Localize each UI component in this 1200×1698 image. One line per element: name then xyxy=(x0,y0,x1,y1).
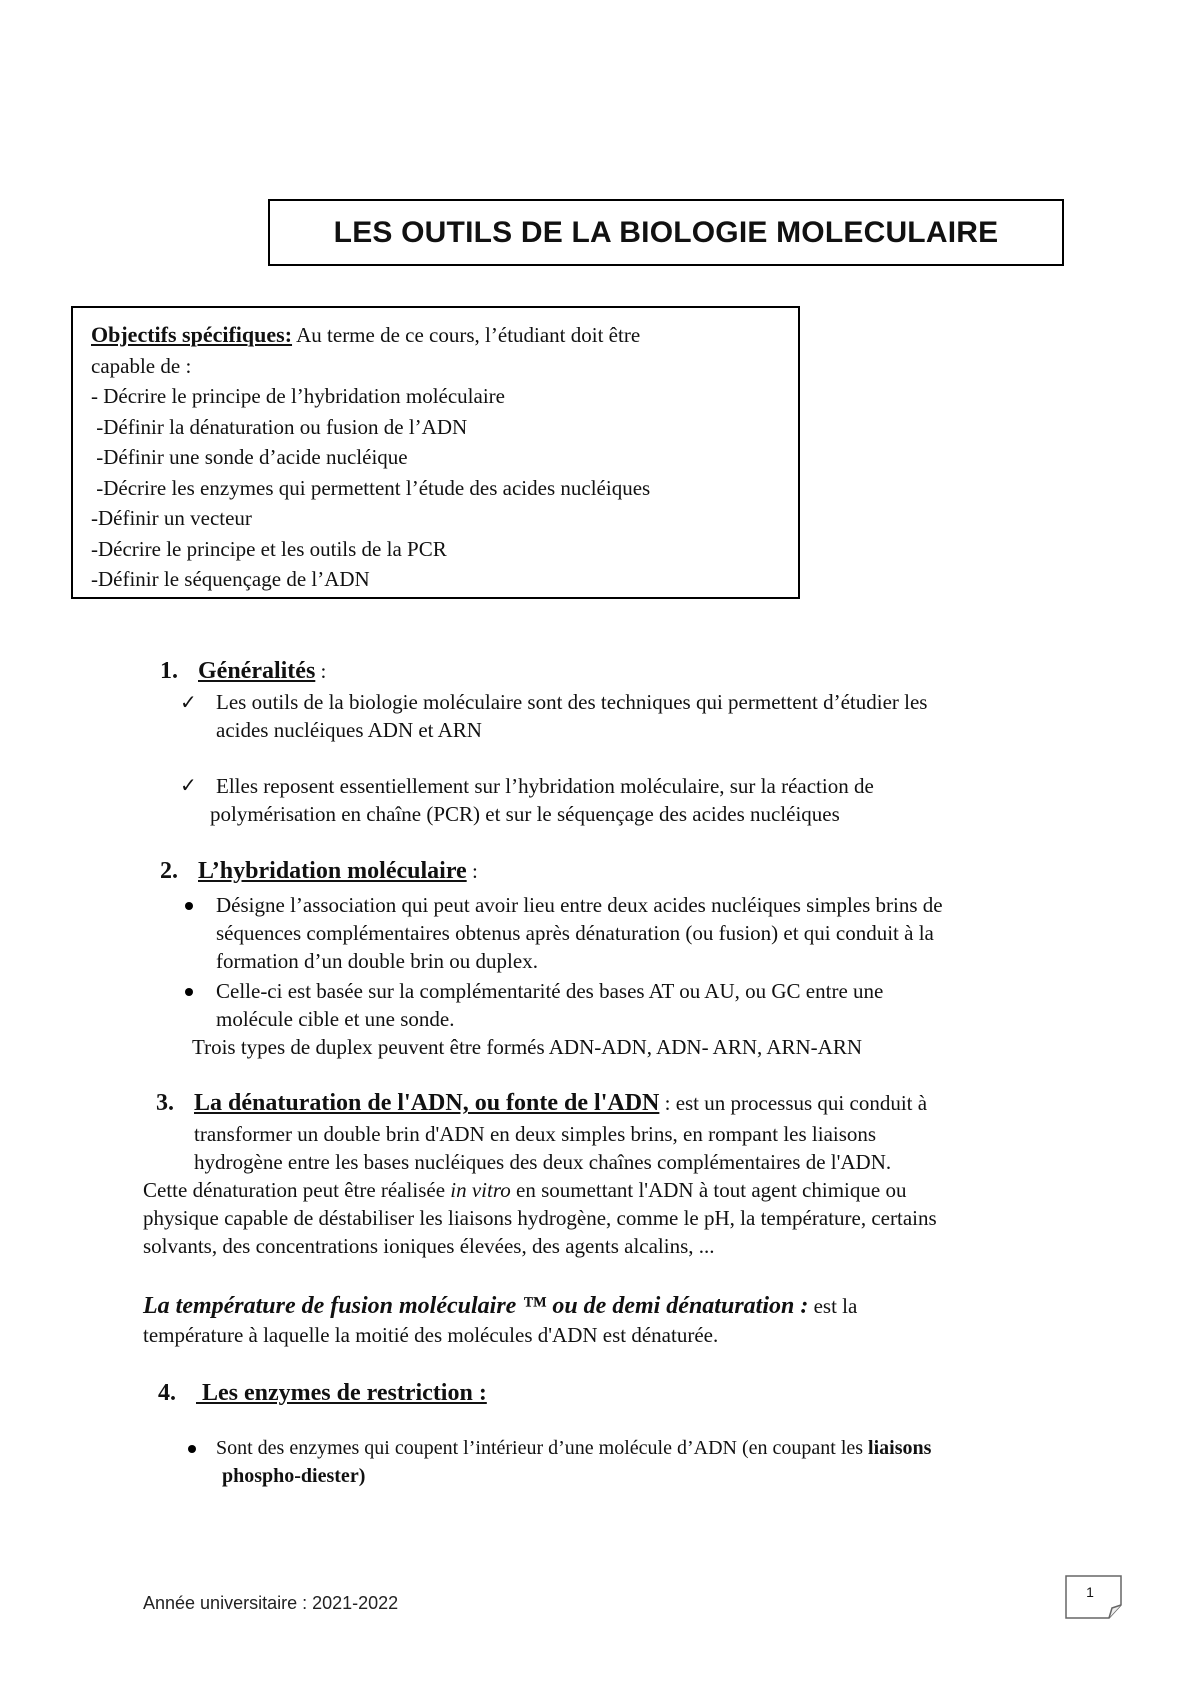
section-3-heading: 3. La dénaturation de l'ADN, ou fonte de l'ADN : est un processus qui conduit à xyxy=(156,1090,928,1116)
objectives-heading: Objectifs spécifiques: xyxy=(91,322,293,347)
text-line: acides nucléiques ADN et ARN xyxy=(216,718,482,742)
text-line: Sont des enzymes qui coupent l’intérieur d’une molécule d’ADN (en coupant les liaisons xyxy=(216,1437,932,1459)
text-line: transformer un double brin d'ADN en deux simples brins, en rompant les liaisons xyxy=(194,1122,877,1146)
objectives-intro-cont: capable de : xyxy=(91,353,192,378)
section-number: 3. xyxy=(156,1090,174,1116)
page-number: 1 xyxy=(1086,1584,1094,1600)
text-line: phospho-diester) xyxy=(222,1465,366,1487)
page-title: LES OUTILS DE LA BIOLOGIE MOLECULAIRE xyxy=(333,216,999,249)
checkmark-icon: ✓ xyxy=(180,775,197,797)
text-line: Elles reposent essentiellement sur l’hybridation moléculaire, sur la réaction de xyxy=(216,774,874,798)
text-line: polymérisation en chaîne (PCR) et sur le séquençage des acides nucléiques xyxy=(210,802,840,826)
section-title: L’hybridation moléculaire xyxy=(198,858,467,884)
text-line: Trois types de duplex peuvent être formés ADN-ADN, ADN- ARN, ARN-ARN xyxy=(192,1035,863,1059)
text-line: Désigne l’association qui peut avoir lieu entre deux acides nucléiques simples brins de xyxy=(216,893,943,917)
text-line: physique capable de déstabiliser les liaisons hydrogène, comme le pH, la température, certains xyxy=(143,1206,937,1230)
text-line: formation d’un double brin ou duplex. xyxy=(216,949,538,973)
section-number: 2. xyxy=(160,858,178,884)
section-4-heading xyxy=(158,1380,487,1407)
objectives-box xyxy=(71,306,800,599)
objective-item: -Définir un vecteur xyxy=(91,506,252,530)
checkmark-icon: ✓ xyxy=(180,692,197,714)
objective-item: - Décrire le principe de l’hybridation moléculaire xyxy=(91,384,505,408)
objective-item: -Décrire le principe et les outils de la PCR xyxy=(91,536,447,561)
objective-item: -Décrire les enzymes qui permettent l’étude des acides nucléiques xyxy=(91,475,651,500)
objective-item: -Définir le séquençage de l’ADN xyxy=(91,567,370,591)
title-box xyxy=(268,199,1064,266)
bullet-icon xyxy=(185,902,193,910)
section-1-heading: 1. Généralités : xyxy=(160,658,327,684)
text-line: Les outils de la biologie moléculaire sont des techniques qui permettent d’étudier les xyxy=(216,690,928,714)
section-number: 1. xyxy=(160,658,178,684)
bullet-icon xyxy=(188,1445,196,1453)
page-number-box xyxy=(1065,1575,1123,1619)
bullet-icon xyxy=(185,988,193,996)
text-line: température à laquelle la moitié des molécules d'ADN est dénaturée. xyxy=(143,1323,719,1347)
section-title: Généralités xyxy=(198,658,316,684)
section-number: 4. xyxy=(158,1380,176,1406)
section-title: La dénaturation de l'ADN, ou fonte de l'ADN xyxy=(194,1090,660,1116)
tm-definition: La température de fusion moléculaire ™ ou de demi dénaturation : est la xyxy=(143,1293,858,1319)
text-line: hydrogène entre les bases nucléiques des deux chaînes complémentaires de l'ADN. xyxy=(194,1150,892,1174)
text-line: solvants, des concentrations ioniques élevées, des agents alcalins, ... xyxy=(143,1234,715,1258)
objectives-intro: Au terme de ce cours, l’étudiant doit être xyxy=(292,323,641,347)
text-line: molécule cible et une sonde. xyxy=(216,1007,455,1031)
objective-item: -Définir la dénaturation ou fusion de l’ADN xyxy=(91,414,468,439)
section-2-heading: 2. L’hybridation moléculaire : xyxy=(160,858,478,884)
footer-academic-year: Année universitaire : 2021-2022 xyxy=(143,1593,399,1613)
text-line: séquences complémentaires obtenus après dénaturation (ou fusion) et qui conduit à la xyxy=(216,921,934,945)
section-title: Les enzymes de restriction : xyxy=(196,1380,487,1406)
text-line: Celle-ci est basée sur la complémentarité des bases AT ou AU, ou GC entre une xyxy=(216,979,884,1003)
objective-item: -Définir une sonde d’acide nucléique xyxy=(91,445,408,469)
text-line: Cette dénaturation peut être réalisée in vitro en soumettant l'ADN à tout agent chimique ou xyxy=(143,1178,907,1202)
